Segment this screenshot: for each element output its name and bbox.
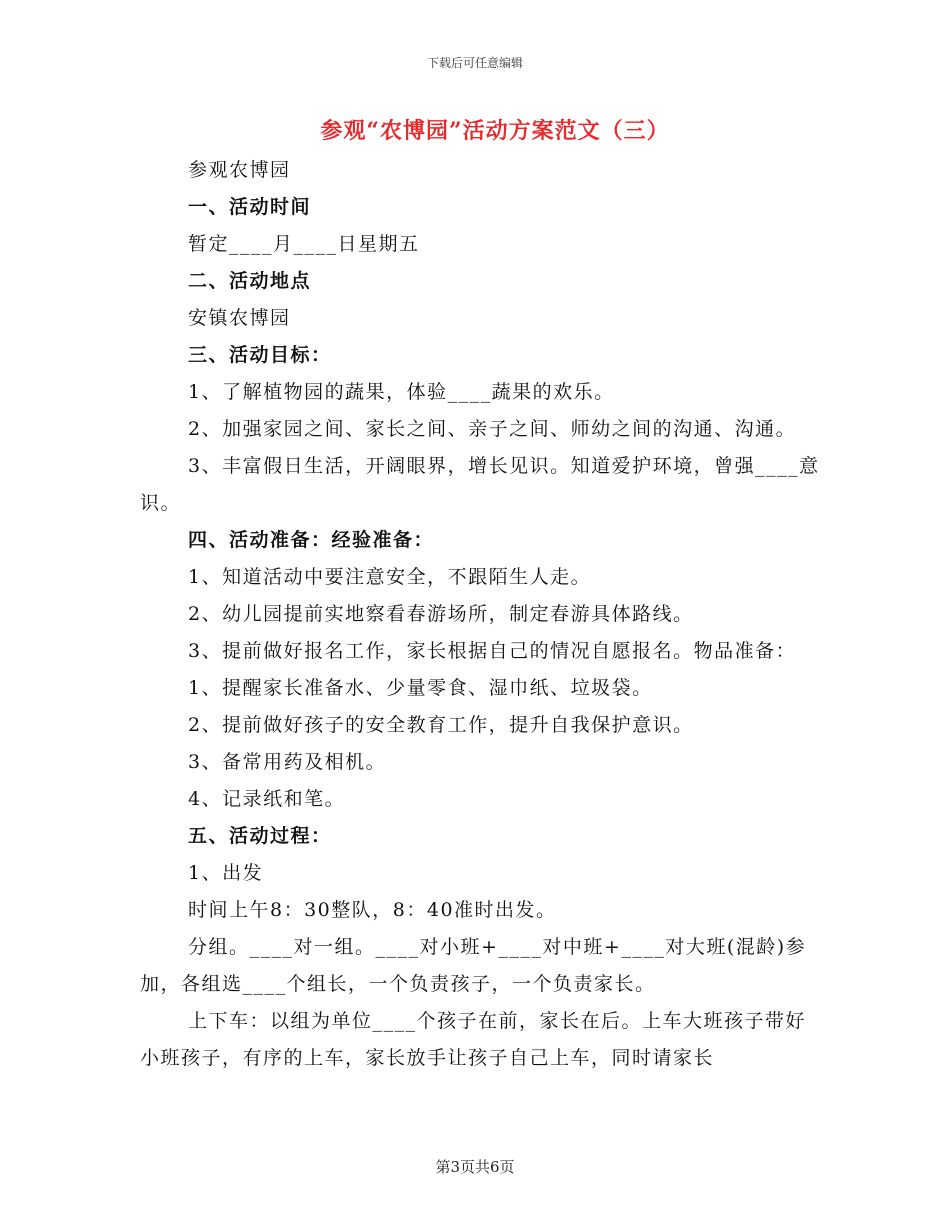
- paragraph: 分组。____对一组。____对小班+____对中班+____对大班(混龄)参加，各组选____个组长，一个负责孩子，一个负责家长。: [140, 936, 807, 995]
- document-title: 参观“农博园”活动方案范文（三）: [320, 118, 670, 144]
- paragraph: 3、丰富假日生活，开阔眼界，增长见识。知道爱护环境，曾强____意识。: [140, 455, 820, 514]
- paragraph: 1、知道活动中要注意安全，不跟陌生人走。: [188, 566, 592, 588]
- paragraph: 参观农博园: [188, 159, 291, 181]
- section-heading: 四、活动准备：经验准备：: [188, 529, 435, 551]
- section-heading: 二、活动地点: [188, 270, 312, 292]
- header-note: 下载后可任意编辑: [426, 56, 523, 70]
- paragraph: 3、备常用药及相机。: [188, 751, 387, 773]
- section-heading: 一、活动时间: [188, 196, 312, 218]
- paragraph: 1、出发: [188, 862, 264, 884]
- paragraph: 上下车：以组为单位____个孩子在前，家长在后。上车大班孩子带好小班孩子，有序的上车，家长放手让孩子自己上车，同时请家长: [140, 1010, 807, 1069]
- paragraph: 2、幼儿园提前实地察看春游场所，制定春游具体路线。: [188, 603, 694, 625]
- paragraph: 3、提前做好报名工作，家长根据自己的情况自愿报名。物品准备：: [188, 640, 797, 662]
- paragraph: 1、了解植物园的蔬果，体验____蔬果的欢乐。: [188, 381, 615, 403]
- paragraph: 安镇农博园: [188, 307, 291, 329]
- paragraph: 2、加强家园之间、家长之间、亲子之间、师幼之间的沟通、沟通。: [188, 418, 797, 440]
- paragraph: 4、记录纸和笔。: [188, 788, 346, 810]
- document-body: [140, 152, 825, 1077]
- paragraph: 暂定____月____日星期五: [188, 233, 420, 255]
- paragraph: 2、提前做好孩子的安全教育工作，提升自我保护意识。: [188, 714, 694, 736]
- section-heading: 三、活动目标：: [188, 344, 332, 366]
- page-footer: 第3页共6页: [435, 1158, 515, 1176]
- paragraph: 1、提醒家长准备水、少量零食、湿巾纸、垃圾袋。: [188, 677, 653, 699]
- section-heading: 五、活动过程：: [188, 825, 332, 847]
- paragraph: 时间上午8：30整队，8：40准时出发。: [188, 899, 557, 921]
